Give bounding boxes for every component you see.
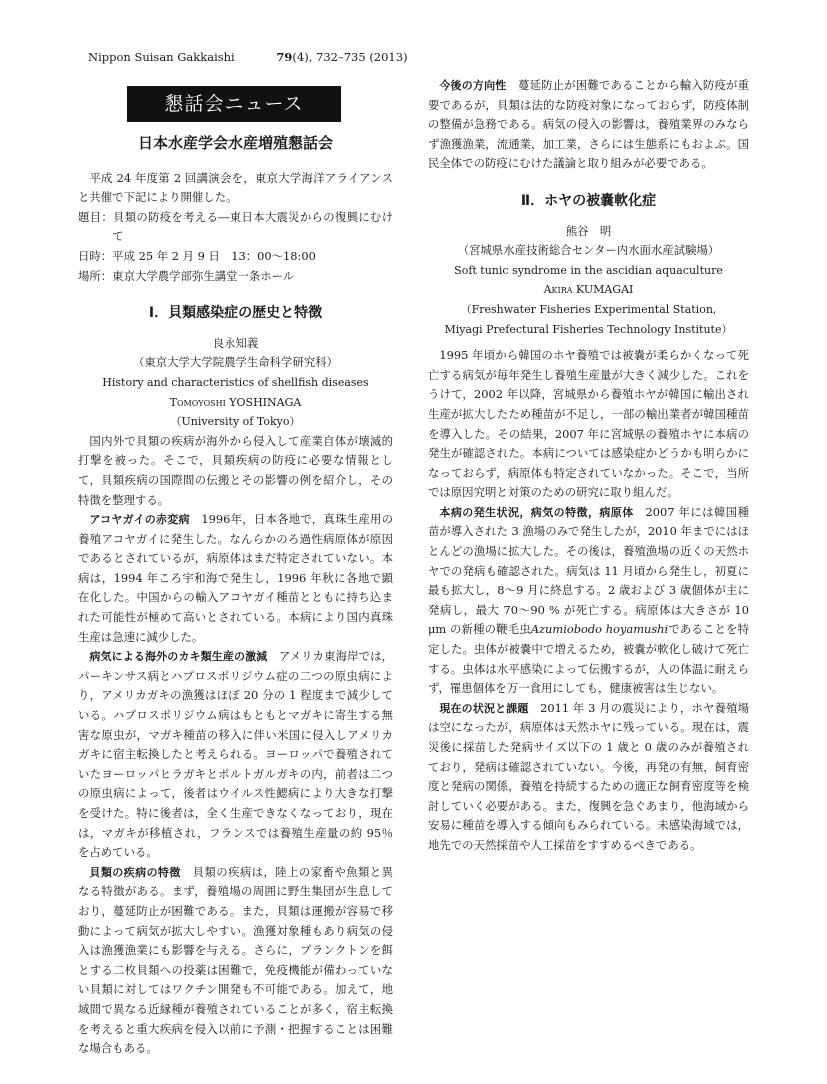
section1-title-en: History and characteristics of shellfish diseases	[102, 375, 369, 389]
section1-paragraph: 今後の方向性 蔓延防止が困難であることから輸入防疫が重要であるが，貝類は法的な防疫対象になっておらず，防疫体制の整備が急務である。病気の侵入の影響は，養殖業界のみならず漁獲漁業，流通業，加工業，さらには生態系にもおよぶ。国民全体での防疫にむけた議論と取り組みが必要である。	[428, 78, 749, 171]
section1-heading: Ⅰ．貝類感染症の歴史と特徴	[148, 305, 323, 322]
section1-paragraph: 病気による海外のカキ類生産の激減 アメリカ東海岸では，パーキンサス病とハプロスポリジウム症の二つの原虫病により，アメリカガキの漁獲はほぼ 20 分の 1 程度まで減少している。ハプロスポリジウム病はもともとマガキに寄生する無害な原虫が，マガキ種苗の移入に伴い米国に侵入しアメリカガキに宿主転換したと考えられる。ヨーロッパで養殖されていたヨーロッパヒラガキとポルトガルガキの内，前者は二つの原虫病によって，後者はウイルス性鰓病により大きな打撃を受けた。特に後者は，全く生産できなくなっており，現在は，マガキが移植され，フランスでは養殖生産量の約 95％ を占めている。	[78, 649, 394, 860]
meta-date: 日時：平成 25 年 2 月 9 日 13：00～18:00	[78, 248, 316, 263]
running-header	[88, 50, 408, 64]
section2-author-en: Akira KUMAGAI	[543, 283, 634, 297]
right-column	[428, 76, 749, 856]
meta-topic: 題目：貝類の防疫を考える―東日本大震災からの復興にむけて	[78, 209, 393, 244]
section2-heading: Ⅱ．ホヤの被嚢軟化症	[520, 192, 657, 209]
meta-venue: 場所：東京大学農学部弥生講堂一条ホール	[78, 268, 295, 283]
section1-affiliation: （東京大学大学院農学生命科学研究科）	[132, 355, 339, 370]
section1-author: 良永知義	[212, 335, 259, 350]
left-column	[78, 76, 393, 1059]
section2-paragraph: 現在の状況と課題 2011 年 3 月の震災により，ホヤ養殖場は空になったが，病原体は天然ホヤに残っている。現在は，震災後に採苗した発病サイズ以下の 1 歳と 0 歳のみが養殖されており，発病は確認されていない。今後，再発の有無，飼育密度と発病の関係，養殖を持続するための適正な飼育密度等を検討していく必要がある。また，復興を急ぐあまり，他海域から安易に種苗を導入する傾向もみられている。未感染海域では，地先での天然採苗や人工採苗をすすめるべきである。	[428, 700, 749, 852]
species-name: Azumiobodo hoyamushi	[530, 622, 669, 637]
section-banner: 懇話会ニュース	[127, 86, 341, 122]
section1-paragraph: 国内外で貝類の疾病が海外から侵入して産業自体が壊滅的打撃を被った。そこで，貝類疾病の防疫に必要な情報として，貝類疾病の国際間の伝搬とその影響の例を紹介し，その特徴を整理する。	[78, 433, 393, 507]
section2-affiliation: （宮城県水産技術総合センター内水面水産試験場）	[457, 243, 720, 258]
journal-name: Nippon Suisan Gakkaishi	[88, 50, 235, 64]
section1-affiliation-en: （University of Tokyo）	[170, 415, 301, 429]
section2-title-en: Soft tunic syndrome in the ascidian aquaculture	[454, 263, 723, 277]
intro-text: 平成 24 年度第 2 回講演会を，東京大学海洋アライアンスと共催で下記により開催した。	[78, 170, 393, 205]
section2-author: 熊谷 明	[565, 223, 612, 238]
volume-number: 79	[276, 50, 293, 64]
article-title: 日本水産学会水産増殖懇話会	[137, 134, 333, 152]
volume-info	[276, 50, 407, 64]
section2-paragraph: 本病の発生状況，病気の特徴，病原体 2007 年には韓国種苗が導入された 3 漁場のみで発生したが，2010 年までにはほとんどの漁場に拡大した。その後は，養殖漁場の近くの天然ホヤでの発病も確認された。病気は 11 月頃から発生し，初夏に最も拡大し，8～9 月に終息する。2 歳および 3 歳個体が主に発病し，最大 70～90 % が死亡する。病原体は大きさが 10 μm の新種の鞭毛虫Azumiobodo hoyamushiであることを特定した。虫体が被嚢中で増えるため，被嚢が軟化し破けて死亡する。虫体は水平感染によって伝搬するが，人の体温に耐えらず，罹患個体を万一食用にしても，健康被害は生じない。	[428, 504, 749, 696]
section1-paragraph: アコヤガイの赤変病 1996年，日本各地で，真珠生産用の養殖アコヤガイに発生した。なんらかのろ過性病原体が原因であるとされているが，病原体はまだ特定されていない。本病は，1994 年ころ宇和海で発生し，1996 年秋に各地で顕在化した。中国からの輸入アコヤガイ種苗とともに持ち込まれた可能性が極めて高いとされている。本病により国内真珠生産は急速に減少した。	[78, 512, 394, 644]
section2-affiliation-en: （Freshwater Fisheries Experimental Station,	[460, 302, 717, 316]
section2-affiliation-en: Miyagi Prefectural Fisheries Technology Institute）	[444, 322, 733, 336]
section2-paragraph: 1995 年頃から韓国のホヤ養殖では被嚢が柔らかくなって死亡する病気が毎年発生し養殖生産量が大きく減少した。これをうけて，2002 年以降，宮城県から養殖ホヤが韓国に輸出され生産が拡大したため種苗が不足し，一部の輸出業者が韓国種苗を導入した。その結果，2007 年に宮城県の養殖ホヤに本病の発生が確認された。本病については感染症かどうかも明らかになっておらず，病原体も特定されていなかった。そこで，当所では原因究明と対策のための研究に取り組んだ。	[428, 348, 749, 500]
section1-paragraph: 貝類の疾病の特徴 貝類の疾病は，陸上の家畜や魚類と異なる特徴がある。まず，養殖場の周囲に野生集団が生息しており，蔓延防止が困難である。また，貝類は運搬が容易で移動によって病気が拡大しやすい。漁獲対象種もあり病気の侵入は漁獲漁業にも影響を与える。さらに，プランクトンを餌とする二枚貝類への投薬は困難で，免疫機能が備わっていない貝類に対してはワクチン開発も不可能である。加えて，地域間で異なる近縁種が養殖されていることが多く，宿主転換を考えると重大疾病を侵入以前に予測・把握することは困難な場合もある。	[78, 864, 393, 1056]
section1-author-en: Tomoyoshi YOSHINAGA	[169, 395, 302, 409]
issue-pages: (4), 732–735 (2013)	[292, 50, 408, 64]
